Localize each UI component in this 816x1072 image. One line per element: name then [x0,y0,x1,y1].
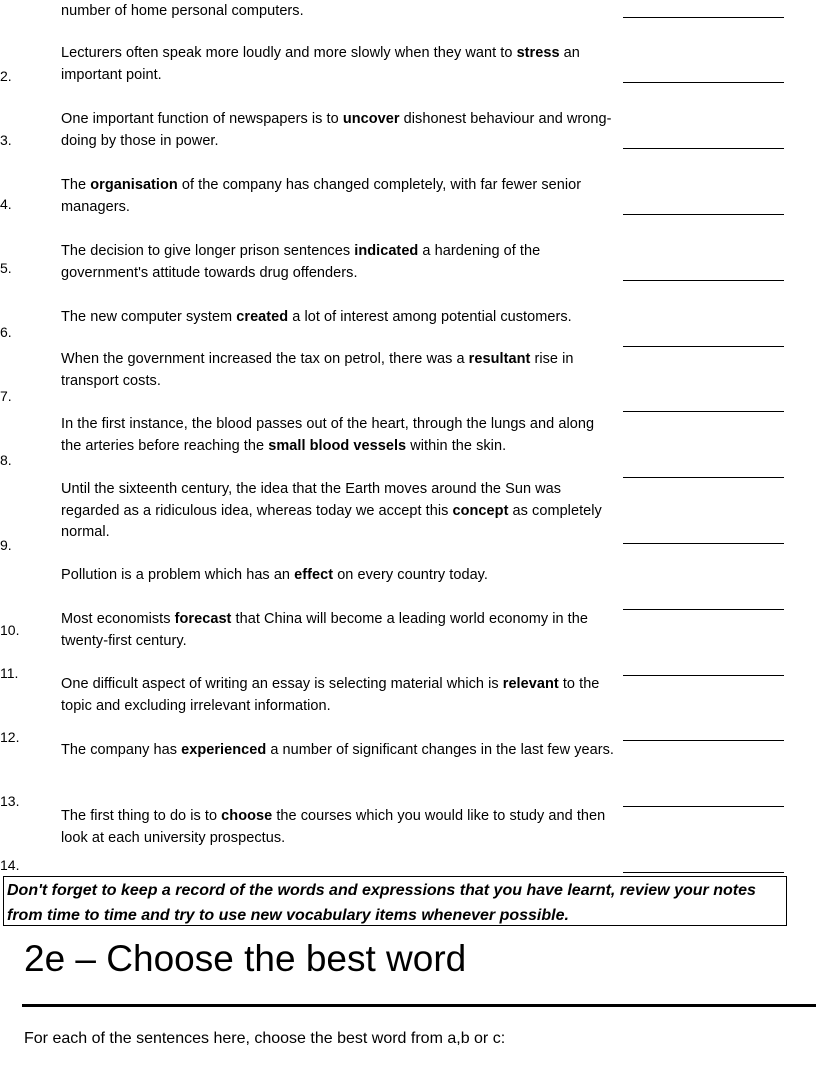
target-word: small blood vessels [268,437,407,454]
item-number: 13. [0,793,20,809]
sentence-13: The company has experienced a number of significant changes in the last few years. [61,742,614,758]
item-number: 6. [0,324,12,340]
sentence-carryover: number of home personal computers. [61,3,304,19]
heading-divider [22,1004,816,1007]
target-word: created [236,309,289,325]
reminder-note: Don't forget to keep a record of the words and expressions that you have learnt, review your notes from time to time and try to use new vocabulary items whenever possible. [3,876,787,926]
target-word: concept [452,502,509,519]
sentence-10: Pollution is a problem which has an effect on every country today. [61,567,488,583]
answer-blank[interactable] [623,346,784,347]
answer-blank[interactable] [623,609,784,610]
section-heading: 2e – Choose the best word [24,938,467,979]
item-number: 8. [0,452,12,468]
item-number: 11. [0,665,19,681]
target-word: uncover [342,111,400,127]
answer-blank[interactable] [623,148,784,149]
sentence-5: The decision to give longer prison sentences indicated a hardening of the government's attitude towards drug offenders. [61,243,541,281]
item-number: 4. [0,196,12,212]
answer-blank[interactable] [623,82,784,83]
answer-blank[interactable] [623,543,784,544]
answer-blank[interactable] [623,740,784,741]
item-number: 5. [0,260,12,276]
answer-blank[interactable] [623,17,784,18]
sentence-12: One difficult aspect of writing an essay is selecting material which is relevant to the topic and excluding irrelevant information. [61,676,600,714]
sentence-2: Lecturers often speak more loudly and more slowly when they want to stress an important point. [61,45,580,83]
item-number: 12. [0,729,20,745]
answer-blank[interactable] [623,280,784,281]
item-number: 10. [0,622,20,638]
item-number: 2. [0,68,12,84]
target-word: resultant [468,351,531,367]
sentence-9: Until the sixteenth century, the idea that the Earth moves around the Sun was regarded as a ridiculous idea, whereas today we accept this concept as completely normal. [61,481,602,540]
target-word: forecast [174,611,232,627]
answer-blank[interactable] [623,477,784,478]
answer-blank[interactable] [623,214,784,215]
target-word: organisation [90,177,178,193]
target-word: indicated [354,243,419,259]
sentence-7: When the government increased the tax on petrol, there was a resultant rise in transport costs. [61,351,574,389]
answer-blank[interactable] [623,806,784,807]
sentence-6: The new computer system created a lot of interest among potential customers. [61,309,572,325]
sentence-4: The organisation of the company has changed completely, with far fewer senior managers. [61,177,582,215]
answer-blank[interactable] [623,675,784,676]
target-word: experienced [181,742,267,758]
sentence-14: The first thing to do is to choose the courses which you would like to study and then look at each university prospectus. [61,808,606,846]
answer-blank[interactable] [623,411,784,412]
item-number: 3. [0,132,12,148]
item-number: 9. [0,537,12,553]
answer-blank[interactable] [623,872,784,873]
target-word: effect [294,567,334,583]
sentence-11: Most economists forecast that China will become a leading world economy in the twenty-first century. [61,611,588,649]
sentence-8: In the first instance, the blood passes out of the heart, through the lungs and along the arteries before reaching the small blood vessels within the skin. [61,416,595,454]
target-word: stress [516,45,560,61]
item-number: 7. [0,388,12,404]
sentence-3: One important function of newspapers is to uncover dishonest behaviour and wrong-doing by those in power. [61,111,612,149]
target-word: relevant [502,676,559,692]
target-word: choose [221,808,273,824]
item-number: 14. [0,857,20,873]
section-instruction: For each of the sentences here, choose the best word from a,b or c: [24,1030,506,1047]
